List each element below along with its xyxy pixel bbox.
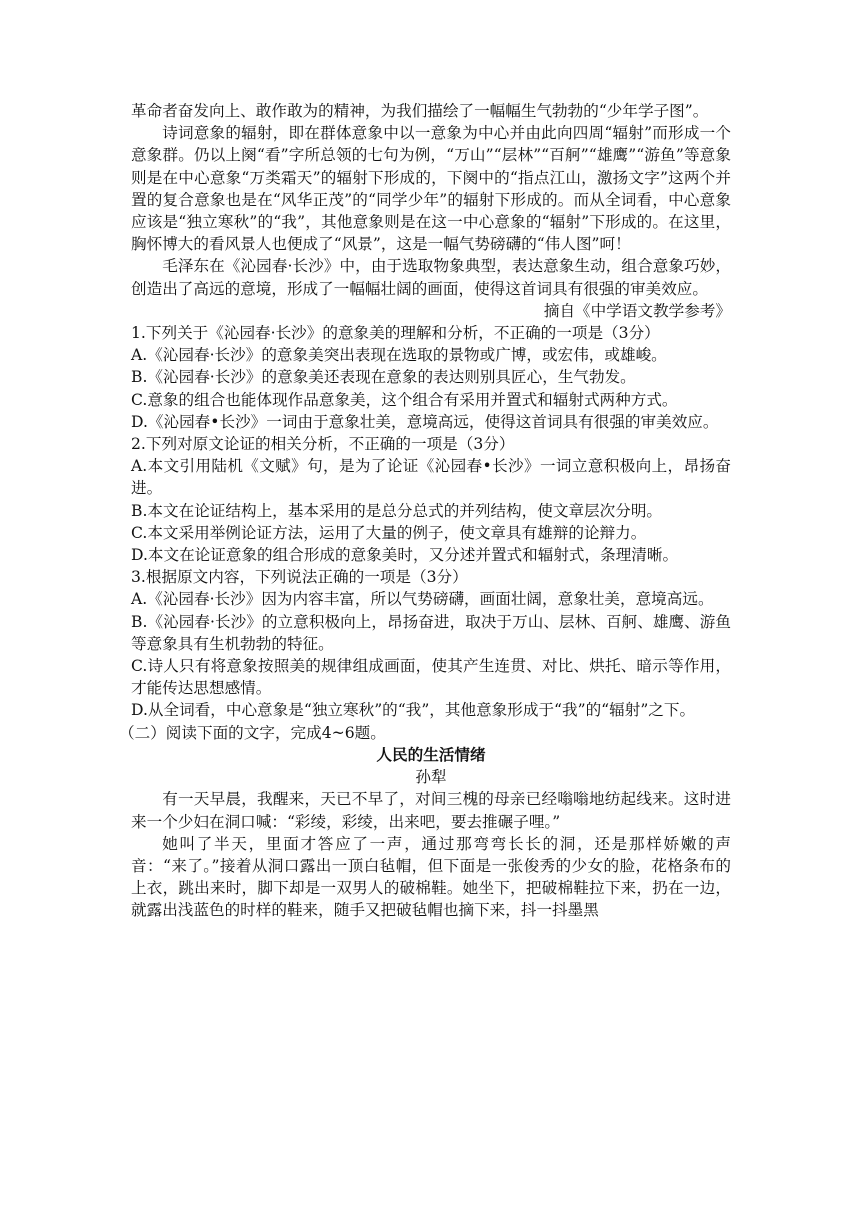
question-2-option-a: A.本文引用陆机《文赋》句，是为了论证《沁园春•长沙》一词立意积极向上，昂扬奋进。 — [131, 457, 731, 498]
passage1-paragraph-3: 毛泽东在《沁园春·长沙》中，由于选取物象典型，表达意象生动，组合意象巧妙，创造出了高远的意境，形成了一幅幅壮阔的画面，使得这首词具有很强的审美效应。 — [131, 257, 731, 298]
question-3-option-b: B.《沁园春·长沙》的立意积极向上，昂扬奋进，取决于万山、层林、百舸、雄鹰、游鱼等意象具有生机勃勃的特征。 — [131, 612, 731, 653]
article-paragraph-2: 她叫了半天，里面才答应了一声，通过那弯弯长长的洞，还是那样娇嫩的声音：“来了。”接着从洞口露出一顶白毡帽，但下面是一张俊秀的少女的脸，花格条布的上衣，跳出来时，脚下却是一双男人的破棉鞋。她坐下，把破棉鞋拉下来，扔在一边，就露出浅蓝色的时样的鞋来，随手又把破毡帽也摘下来，抖一抖墨黑 — [131, 834, 731, 920]
question-3-option-c: C.诗人只有将意象按照美的规律组成画面，使其产生连贯、对比、烘托、暗示等作用，才能传达思想感情。 — [131, 657, 731, 698]
article-title: 人民的生活情绪 — [376, 745, 486, 764]
document-page — [119, 100, 731, 922]
question-1-option-c: C.意象的组合也能体现作品意象美，这个组合有采用并置式和辐射式两种方式。 — [131, 390, 678, 409]
article-author: 孙犁 — [415, 768, 447, 787]
question-3-option-d: D.从全词看，中心意象是“独立寒秋”的“我”，其他意象形成于“我”的“辐射”之下。 — [131, 701, 696, 720]
question-3 — [131, 566, 731, 721]
question-1-option-b: B.《沁园春·长沙》的意象美还表现在意象的表达则别具匠心，生气勃发。 — [131, 368, 636, 387]
question-2-option-d: D.本文在论证意象的组合形成的意象美时，又分述并置式和辐射式，条理清晰。 — [131, 546, 679, 565]
question-1 — [131, 322, 731, 433]
question-2-stem: 2.下列对原文论证的相关分析，不正确的一项是（3分） — [131, 435, 515, 454]
passage1-source: 摘自《中学语文教学参考》 — [543, 301, 731, 320]
question-2-option-b: B.本文在论证结构上，基本采用的是总分总式的并列结构，使文章层次分明。 — [131, 501, 663, 520]
question-3-stem: 3.根据原文内容，下列说法正确的一项是（3分） — [131, 568, 468, 587]
question-1-option-d: D.《沁园春•长沙》一词由于意象壮美，意境高远，使得这首词具有很强的审美效应。 — [131, 412, 719, 431]
question-1-option-a: A.《沁园春·长沙》的意象美突出表现在选取的景物或广博，或宏伟，或雄峻。 — [131, 346, 667, 365]
passage1-paragraph-1: 革命者奋发向上、敢作敢为的精神，为我们描绘了一幅幅生气勃勃的“少年学子图”。 — [131, 102, 709, 120]
article-paragraph-1: 有一天早晨，我醒来，天已不早了，对间三槐的母亲已经嗡嗡地纺起线来。这时进来一个少妇在洞口喊：“彩绫，彩绫，出来吧，要去推碾子哩。” — [131, 790, 731, 831]
question-2-option-c: C.本文采用举例论证方法，运用了大量的例子，使文章具有雄辩的论辩力。 — [131, 523, 647, 542]
question-1-stem: 1.下列关于《沁园春·长沙》的意象美的理解和分析，不正确的一项是（3分） — [131, 324, 660, 343]
section-2-heading: （二）阅读下面的文字，完成4~6题。 — [119, 723, 386, 742]
question-2 — [131, 433, 731, 566]
question-3-option-a: A.《沁园春·长沙》因为内容丰富，所以气势磅礴，画面壮阔，意象壮美，意境高远。 — [131, 590, 714, 609]
passage1-paragraph-2: 诗词意象的辐射，即在群体意象中以一意象为中心并由此向四周“辐射”而形成一个意象群。仍以上阕“看”字所总领的七句为例，“万山”“层林”“百舸”“雄鹰”“游鱼”等意象则是在中心意象“万类霜天”的辐射下形成的，下阕中的“指点江山，激扬文字”这两个并置的复合意象也是在“风华正茂”的“同学少年”的辐射下形成的。而从全词看，中心意象应该是“独立寒秋”的“我”，其他意象则是在这一中心意象的“辐射”下形成的。在这里，胸怀博大的看风景人也便成了“风景”，这是一幅气势磅礴的“伟人图”呵！ — [131, 124, 731, 254]
